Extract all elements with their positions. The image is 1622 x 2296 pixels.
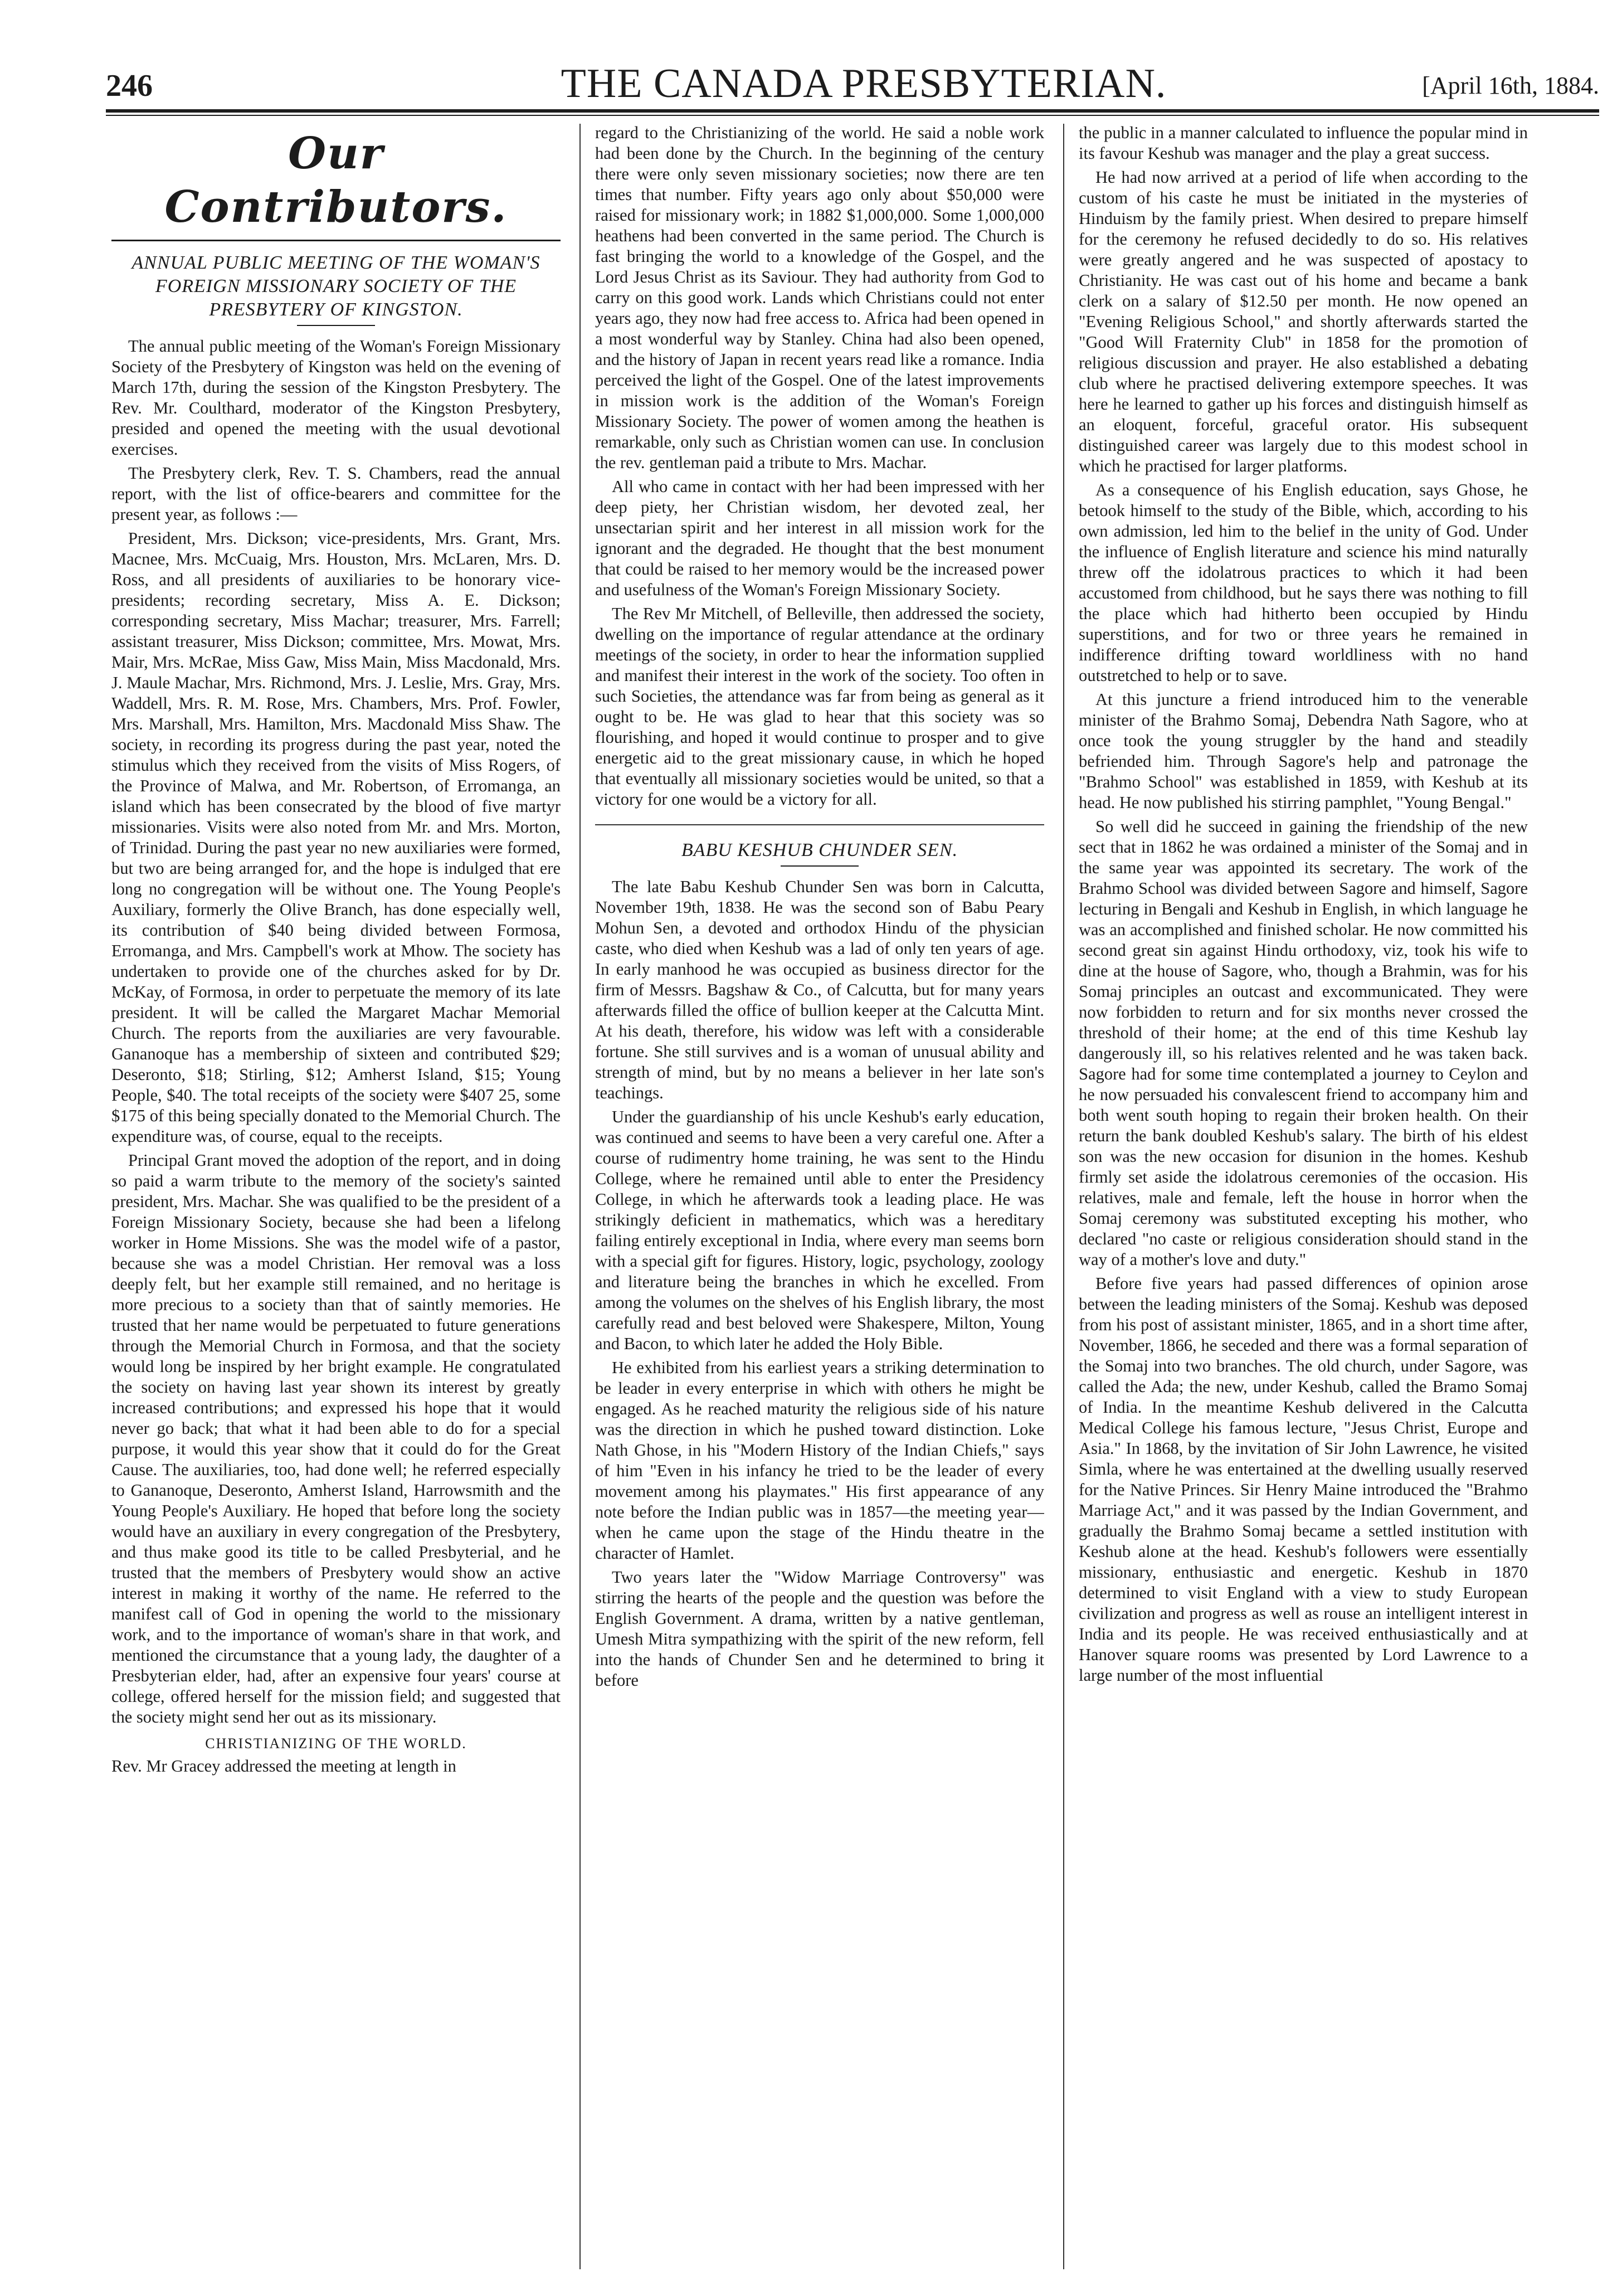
- column-divider: [1063, 124, 1064, 2269]
- article-paragraph: All who came in contact with her had been impressed with her deep piety, her Christian wisdom, her devoted zeal, her unsectarian spirit and her interest in all mission work for the ignorant and the degraded. He thought that the best monument that could be raised to her memory would be the increased power and usefulness of the Woman's Foreign Missionary Society.: [595, 477, 1044, 599]
- article-paragraph: He had now arrived at a period of life when according to the custom of his caste he must be initiated in the mysteries of Hinduism by the family priest. When desired to prepare himself for the ceremony he refused decidedly to do so. His relatives were greatly angered and he was suspected of apostacy to Christianity. He was cast out of his home and became a bank clerk on a salary of $12.50 per month. He now opened an "Evening Religious School," and shortly afterwards started the "Good Will Fraternity Club" in 1858 for the promotion of religious discussion and prayer. He also established a debating club where he practised delivering extempore speeches. It was here he learned to gather up his forces and distinguish himself as an eloquent, forceful, graceful orator. His subsequent distinguished career was largely due to this modest school in which he practised for larger platforms.: [1079, 168, 1528, 475]
- article-paragraph: The Rev Mr Mitchell, of Belleville, then addressed the society, dwelling on the importance of regular attendance at the ordinary meetings of the society, in order to hear the information supplied and manifest their interest in the work of the society. Too often in such Societies, the attendance was far from being as general as it ought to be. He was glad to hear that this society was so flourishing, and hoped it would continue to prosper and to give energetic aid to the great missionary cause, in which he hoped that eventually all missionary societies would be united, so that a victory for one would be a victory for all.: [595, 604, 1044, 809]
- column-3: [1079, 123, 1528, 2274]
- article-paragraph: Under the guardianship of his uncle Keshub's early education, was continued and seems to have been a very careful one. After a course of rudimentry home training, he was sent to the Hindu College, where he remained until able to enter the Presidency College, in which he afterwards took a leading place. He was strikingly deficient in mathematics, which was a hereditary failing entirely exceptional in India, where every man seems born with a special gift for figures. History, logic, psychology, zoology and literature being the branches in which he excelled. From among the volumes on the shelves of his English library, the most carefully read and best beloved were Shakespere, Milton, Young and Bacon, to which later he added the Holy Bible.: [595, 1107, 1044, 1353]
- article-paragraph: regard to the Christianizing of the world. He said a noble work had been done by the Church. In the beginning of the century there were only seven missionary societies; now there are ten times that number. Fifty years ago only about $50,000 were raised for missionary work; in 1882 $1,000,000. Some 1,000,000 heathens had been converted in the same period. The Church is fast bringing the world to a knowledge of the Gospel, and the Lord Jesus Christ as its Saviour. They had authority from God to carry on this good work. Lands which Christians could not enter years ago, they now had free access to. Africa had been opened in a most wonderful way by Stanley. China had also been opened, and the history of Japan in recent years read like a romance. India perceived the light of the Gospel. One of the latest improvements in mission work is the addition of the Woman's Foreign Missionary Society. The power of women among the heathen is remarkable, only such as Christian women can use. In conclusion the rev. gentleman paid a tribute to Mrs. Machar.: [595, 123, 1044, 472]
- article-paragraph: The Presbytery clerk, Rev. T. S. Chambers, read the annual report, with the list of office-bearers and committee for the present year, as follows :—: [111, 464, 561, 524]
- section-rule: [111, 240, 561, 241]
- headline-rule: [297, 325, 375, 326]
- headline-rule: [781, 865, 859, 867]
- article-separator: [595, 824, 1044, 825]
- article-paragraph: Principal Grant moved the adoption of the report, and in doing so paid a warm tribute to the memory of the society's sainted president, Mrs. Machar. She was qualified to be the president of a Foreign Missionary Society, because she had been a lifelong worker in Home Missions. She was the model wife of a pastor, because she was a model Christian. Her removal was a loss deeply felt, but her example still remained, and no heritage is more precious to a society than that of saintly memories. He trusted that her name would be perpetuated to future generations through the Memorial Church in Formosa, and that the society would long be inspired by her bright example. He congratulated the society on having last year shown its interest by greatly increased contributions; and expressed his hope that it would never go back; that what it had been able to do for a special purpose, it would this year show that it could do for the Great Cause. The auxiliaries, too, had done well; he referred especially to Gananoque, Deseronto, Amherst Island, Harrowsmith and the Young People's Auxiliary. He hoped that before long the society would have an auxiliary in every congregation of the Presbytery, and thus make good its title to be called Presbyterial, and he trusted that the members of Presbytery would show an active interest in making it worthy of the name. He referred to the manifest call of God in opening the world to the missionary work, and to the importance of woman's share in that work, and mentioned the circumstance that a young lady, the daughter of a Presbyterian elder, had, after an expensive four years' course at college, offered herself for the mission field; and suggested that the society might send her out as its missionary.: [111, 1151, 561, 1726]
- article-paragraph: The late Babu Keshub Chunder Sen was born in Calcutta, November 19th, 1838. He was the second son of Babu Peary Mohun Sen, a devoted and orthodox Hindu of the physician caste, who died when Keshub was a lad of only ten years of age. In early manhood he was occupied as business director for the firm of Messrs. Bagshaw & Co., of Calcutta, but for many years afterwards filled the office of bullion keeper at the Calcutta Mint. At his death, therefore, his widow was left with a considerable fortune. She still survives and is a woman of unusual ability and strength of mind, but by no means a believer in her late son's teachings.: [595, 877, 1044, 1102]
- column-2: [595, 123, 1044, 2274]
- masthead-rule-thin: [106, 115, 1599, 116]
- newspaper-title: THE CANADA PRESBYTERIAN.: [561, 61, 1167, 106]
- article-headline: BABU KESHUB CHUNDER SEN.: [681, 840, 958, 860]
- issue-date: [April 16th, 1884.: [1422, 72, 1599, 99]
- article-paragraph: President, Mrs. Dickson; vice-presidents, Mrs. Grant, Mrs. Macnee, Mrs. McCuaig, Mrs. Houston, Mrs. McLaren, Mrs. D. Ross, and all presidents of auxiliaries to be honorary vice-presidents; recording secretary, Miss A. E. Dickson; corresponding secretary, Miss Machar; treasurer, Mrs. Farrell; assistant treasurer, Miss Dickson; committee, Mrs. Mowat, Mrs. Mair, Mrs. McRae, Miss Gaw, Miss Main, Miss Macdonald, Mrs. J. Maule Machar, Mrs. Richmond, Mrs. J. Leslie, Mrs. Gray, Mrs. Waddell, Mrs. R. M. Rose, Mrs. Chambers, Mrs. Prof. Fowler, Mrs. Marshall, Mrs. Hamilton, Mrs. Macdonald Miss Shaw. The society, in recording its progress during the past year, noted the stimulus which they received from the visits of Miss Rogers, of the Province of Malwa, and Mr. Robertson, of Erromanga, an island which has been consecrated by the blood of five martyr missionaries. Visits were also noted from Mr. and Mrs. Morton, of Trinidad. During the past year no new auxiliaries were formed, but two are being arranged for, and the hope is indulged that ere long no congregation will be without one. The Young People's Auxiliary, formerly the Olive Branch, has done especially well, its contribution of $40 being divided between Formosa, Erromanga, and Mrs. Campbell's work at Mhow. The society has undertaken to provide one of the churches asked for by Dr. McKay, of Formosa, in order to perpetuate the memory of its late president. It will be called the Margaret Machar Memorial Church. The reports from the auxiliaries are very favourable. Gananoque has a membership of sixteen and contributed $29; Deseronto, $18; Stirling, $12; Amherst Island, $15; Young People, $40. The total receipts of the society were $407 25, some $175 of this being specially donated to the Memorial Church. The expenditure was, of course, equal to the receipts.: [111, 529, 561, 1146]
- article-paragraph: At this juncture a friend introduced him to the venerable minister of the Brahmo Somaj, Debendra Nath Sagore, who at once took the young struggler by the hand and steadily befriended him. Through Sagore's help and patronage the "Brahmo School" was established in 1859, with Keshub at its head. He now published his stirring pamphlet, "Young Bengal.": [1079, 690, 1528, 812]
- article-subheading: CHRISTIANIZING OF THE WORLD.: [205, 1735, 467, 1752]
- article-paragraph: He exhibited from his earliest years a striking determination to be leader in every enterprise in which with others he might be engaged. As he reached maturity the religious side of his nature was the direction in which he pushed toward distinction. Loke Nath Ghose, in his "Modern History of the Indian Chiefs," says of him "Even in his infancy he tried to be the leader of every movement among his playmates." His first appearance of any note before the Indian public was in 1857—the meeting year—when he came upon the stage of the Hindu theatre in the character of Hamlet.: [595, 1358, 1044, 1563]
- article-paragraph: Two years later the "Widow Marriage Controversy" was stirring the hearts of the people and the question was before the English Government. A drama, written by a native gentleman, Umesh Mitra sympathizing with the spirit of the new reform, fell into the hands of Chunder Sen and he determined to bring it before: [595, 1568, 1044, 1690]
- article-paragraph: So well did he succeed in gaining the friendship of the new sect that in 1862 he was ordained a minister of the Somaj and in the same year was appointed its secretary. The work of the Brahmo School was divided between Sagore and himself, Sagore lecturing in Bengali and Keshub in English, in which language he was an accomplished and finished scholar. He now committed his second great sin against Hindu orthodoxy, viz, took his wife to dine at the house of Sagore, who, though a Brahmin, was for his Somaj principles an outcast and excommunicated. They were now forbidden to return and for six months never crossed the threshold of their home; at the end of this time Keshub lay dangerously ill, so his relatives relented and he was taken back. Sagore had for some time contemplated a journey to Ceylon and he now persuaded his convalescent friend to accompany him and both went south hoping to regain their broken health. On their return the bank doubled Keshub's salary. The birth of his eldest son was the new occasion for disunion in the homes. Keshub firmly set aside the idolatrous ceremonies of the occasion. His relatives, male and female, left the house in horror when the Somaj ceremony was substituted excepting his mother, who declared "no caste or religious consideration should stand in the way of a mother's love and duty.": [1079, 817, 1528, 1269]
- masthead-rule: [106, 109, 1599, 113]
- column-1: [111, 123, 561, 2274]
- article-paragraph: The annual public meeting of the Woman's Foreign Missionary Society of the Presbytery of Kingston was held on the evening of March 17th, during the session of the Kingston Presbytery. The Rev. Mr. Coulthard, moderator of the Kingston Presbytery, presided and opened the meeting with the usual devotional exercises.: [111, 337, 561, 459]
- masthead: [106, 60, 1621, 106]
- article-paragraph: the public in a manner calculated to influence the popular mind in its favour Keshub was manager and the play a great success.: [1079, 123, 1528, 163]
- article-headline: ANNUAL PUBLIC MEETING OF THE WOMAN'S FOREIGN MISSIONARY SOCIETY OF THE PRESBYTERY OF KINGSTON.: [131, 252, 540, 320]
- section-heading: Our Contributors.: [164, 128, 508, 232]
- article-paragraph: Before five years had passed differences of opinion arose between the leading ministers of the Somaj. Keshub was deposed from his post of assistant minister, 1865, and in a short time after, November, 1866, he seceded and there was a formal separation of the Somaj into two branches. The old church, under Sagore, was called the Ada; the new, under Keshub, called the Bramo Somaj of India. In the meantime Keshub delivered in the Calcutta Medical College his famous lecture, "Jesus Christ, Europe and Asia." In 1868, by the invitation of Sir John Lawrence, he visited Simla, where he was entertained at the dwelling usually reserved for the Native Princes. Sir Henry Maine introduced the "Brahmo Marriage Act," and it was passed by the Indian Government, and gradually the Brahmo Somaj became a settled institution with Keshub alone at the head. Keshub's followers were essentially missionary, enthusiastic and energetic. Keshub in 1870 determined to visit England with a view to study European civilization and progress as well as rouse an intelligent interest in India and its people. He was received enthusiastically and at Hanover square rooms was presented by Lord Lawrence to a large number of the most influential: [1079, 1274, 1528, 1685]
- column-divider: [579, 124, 581, 2269]
- article-paragraph: As a consequence of his English education, says Ghose, he betook himself to the study of the Bible, which, according to his own admission, led him to the belief in the unity of God. Under the influence of English literature and science his mind naturally threw off the idolatrous practices to which it had been accustomed from childhood, but he says there was nothing to fill the place which had hitherto been occupied by Hindu superstitions, and for two or three years he remained in indifference drifting toward worldliness with no hand outstretched to help or to save.: [1079, 480, 1528, 685]
- article-paragraph: Rev. Mr Gracey addressed the meeting at length in: [111, 1757, 456, 1775]
- page-number: 246: [106, 69, 153, 103]
